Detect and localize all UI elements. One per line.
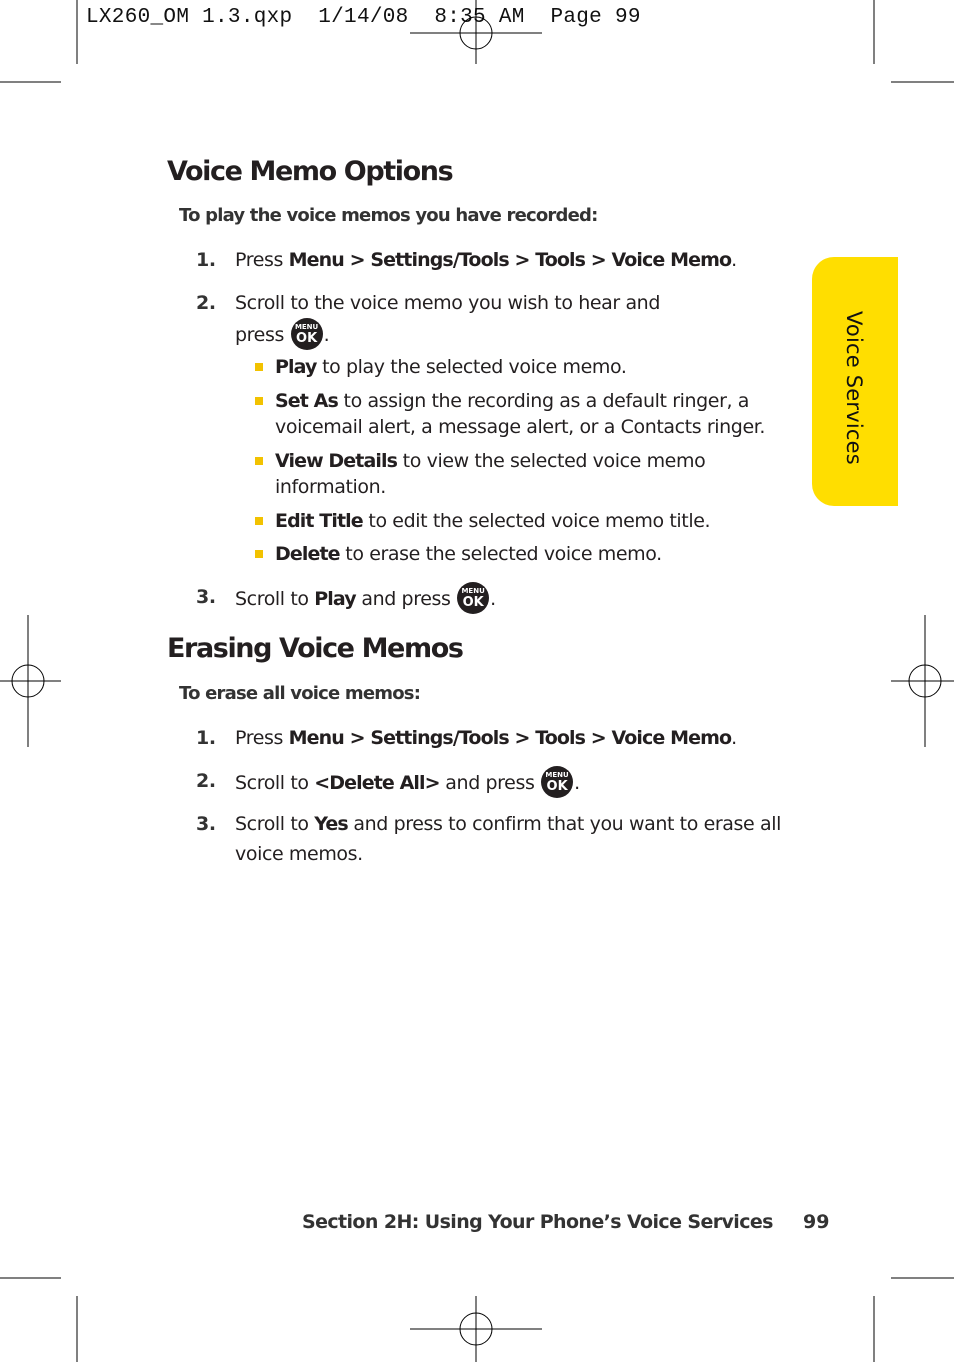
menu-path: Menu > Settings/Tools > Tools > Voice Memo xyxy=(288,727,732,749)
step-text: . xyxy=(731,249,737,271)
icon-label-top: MENU xyxy=(294,323,319,331)
bullet-icon xyxy=(255,457,263,465)
option-text: to edit the selected voice memo title. xyxy=(362,510,711,532)
step-number: 2. xyxy=(196,292,216,314)
step-text: and press xyxy=(355,588,457,610)
icon-label-top: MENU xyxy=(461,587,485,595)
step-number: 1. xyxy=(196,727,216,749)
option-text: to erase the selected voice memo. xyxy=(339,543,662,565)
print-slug: LX260_OM 1.3.qxp 1/14/08 8:35 AM Page 99 xyxy=(86,6,641,29)
step-text: . xyxy=(490,588,496,610)
option-term: Play xyxy=(314,588,356,610)
option-term: Play xyxy=(275,356,317,378)
bullet-icon xyxy=(255,550,263,558)
option-text: to play the selected voice memo. xyxy=(316,356,627,378)
section-tab xyxy=(812,257,898,506)
option-text: to view the selected voice memo information. xyxy=(275,450,706,498)
section-intro: To play the voice memos you have recorded: xyxy=(179,205,598,226)
option-term: View Details xyxy=(275,450,398,472)
step-number: 2. xyxy=(196,770,216,792)
menu-ok-key-icon xyxy=(541,766,573,798)
option-term: Set As xyxy=(275,390,338,412)
step-text: Press xyxy=(235,727,289,749)
section-intro: To erase all voice memos: xyxy=(179,683,421,704)
option-term: Yes xyxy=(314,813,348,835)
option-term: Edit Title xyxy=(275,510,363,532)
step-text: and press xyxy=(439,772,541,794)
page-number: 99 xyxy=(803,1211,830,1233)
step-number: 1. xyxy=(196,249,216,271)
menu-ok-key-icon xyxy=(291,318,323,350)
page-footer-section: Section 2H: Using Your Phone’s Voice Services xyxy=(302,1211,773,1233)
option-term: Delete xyxy=(275,543,340,565)
step-number: 3. xyxy=(196,813,216,835)
icon-label-bottom: OK xyxy=(462,595,484,610)
menu-path: Menu > Settings/Tools > Tools > Voice Memo xyxy=(288,249,732,271)
step-text: . xyxy=(323,324,330,346)
bullet-icon xyxy=(255,363,263,371)
option-text: to assign the recording as a default ringer, a voicemail alert, a message alert, or a Contacts ringer. xyxy=(275,390,766,438)
section-tab-label: Voice Services xyxy=(842,311,866,465)
step-text: press xyxy=(235,324,290,346)
section-title-voice-memo-options: Voice Memo Options xyxy=(167,156,453,187)
bullet-icon xyxy=(255,517,263,525)
menu-ok-key-icon xyxy=(457,582,489,614)
icon-label-bottom: OK xyxy=(546,779,568,794)
option-term: <Delete All> xyxy=(314,772,440,794)
step-text: . xyxy=(574,772,580,794)
step-text: Scroll to the voice memo you wish to hear and xyxy=(235,292,660,314)
step-text: . xyxy=(731,727,737,749)
icon-label-bottom: OK xyxy=(296,331,318,346)
step-text: Scroll to xyxy=(235,813,315,835)
step-text: Scroll to xyxy=(235,588,315,610)
step-number: 3. xyxy=(196,586,216,608)
step-text: Press xyxy=(235,249,289,271)
step-text: Scroll to xyxy=(235,772,315,794)
section-title-erasing-voice-memos: Erasing Voice Memos xyxy=(167,633,463,664)
bullet-icon xyxy=(255,397,263,405)
icon-label-top: MENU xyxy=(545,771,569,779)
step-text: and press to confirm that you want to erase all voice memos. xyxy=(235,813,781,865)
